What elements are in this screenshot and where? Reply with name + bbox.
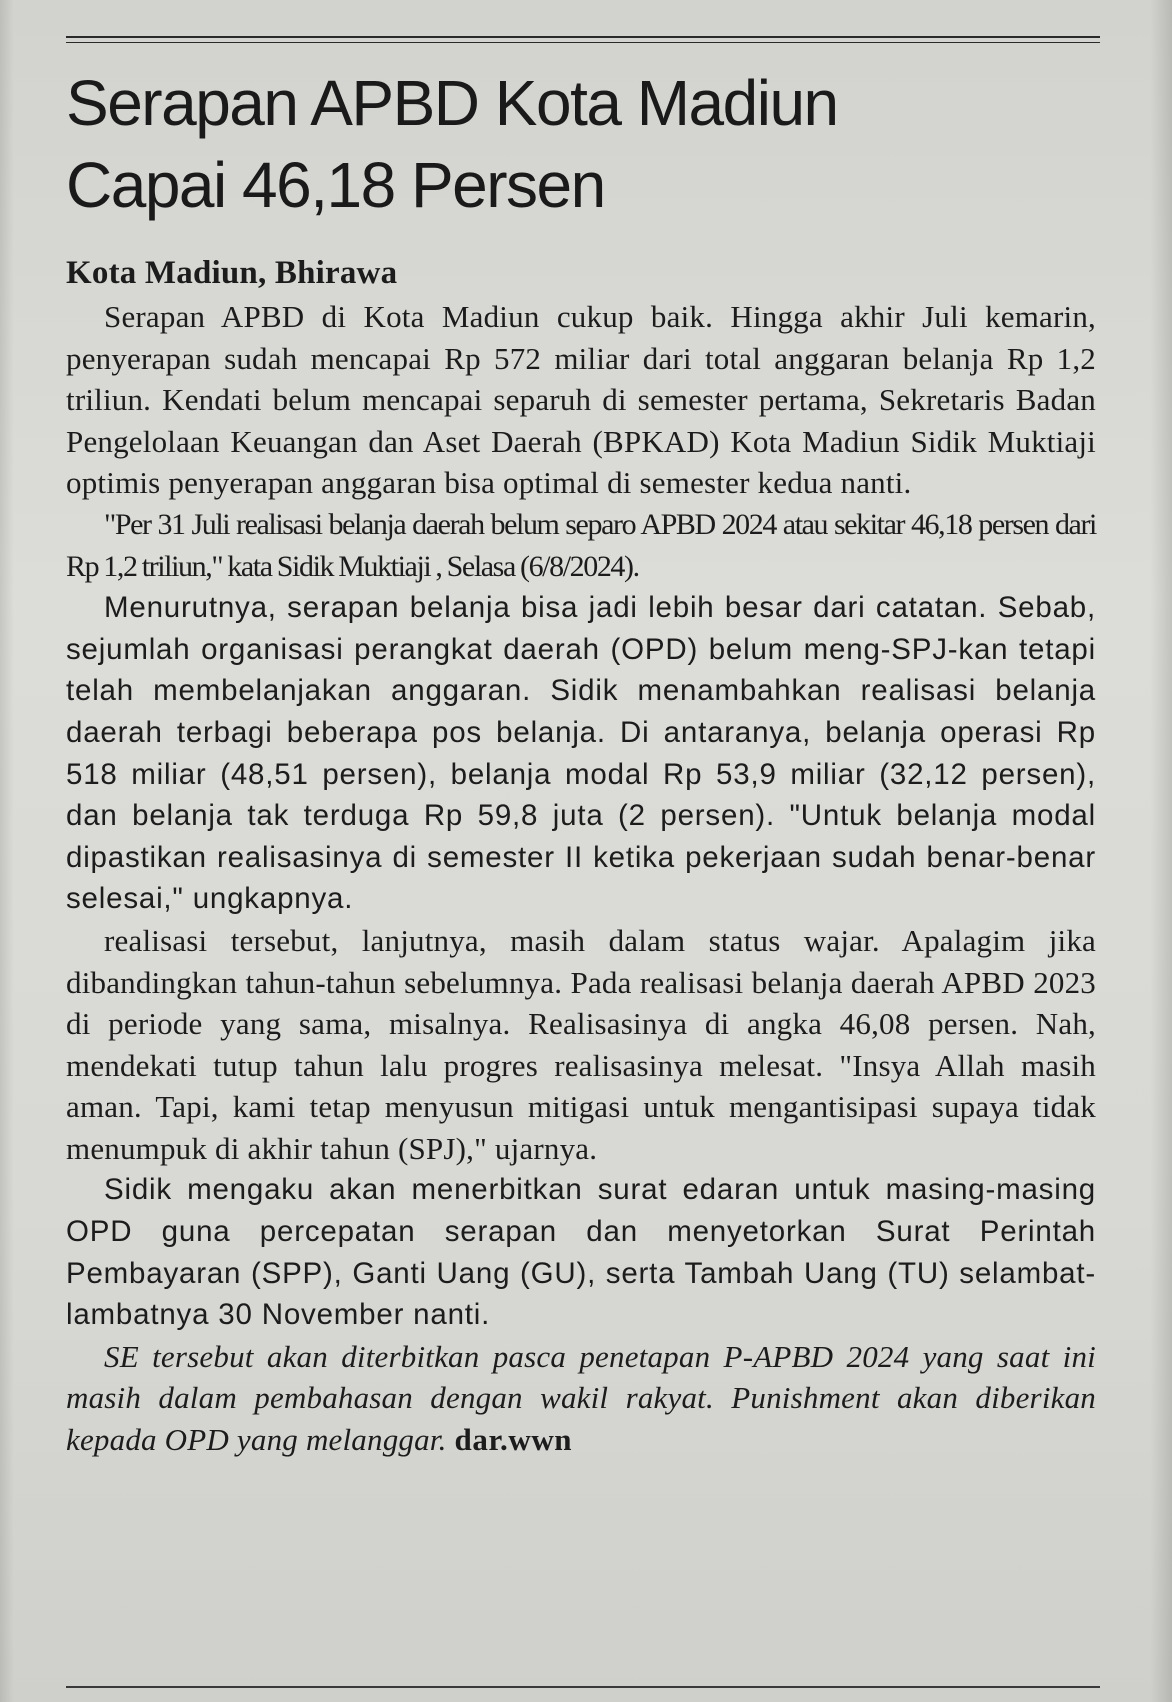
article-body <box>66 252 1096 1461</box>
paper-edge-shadow-right <box>1150 0 1172 1702</box>
paragraph-3: Menurutnya, serapan belanja bisa jadi lebih besar dari catatan. Sebab, sejumlah organisasi perangkat daerah (OPD) belum meng-SPJ-kan tetapi telah membelanjakan anggaran. Sidik menambahkan realisasi belanja daerah terbagi beberapa pos belanja. Di antaranya, belanja operasi Rp 518 miliar (48,51 persen), belanja modal Rp 53,9 miliar (32,12 persen), dan belanja tak terduga Rp 59,8 juta (2 persen). "Untuk belanja modal dipastikan realisasinya di semester II ketika pekerjaan sudah benar-benar selesai," ungkapnya. <box>66 591 1096 916</box>
paper-edge-shadow-left <box>0 0 14 1702</box>
paragraph-5: Sidik mengaku akan menerbitkan surat edaran untuk masing-masing OPD guna percepatan serapan dan menyetorkan Surat Perintah Pembayaran (SPP), Ganti Uang (GU), serta Tambah Uang (TU) selambat-lambatnya 30 November nanti. <box>66 1173 1096 1332</box>
headline-line-1: Serapan APBD Kota Madiun <box>66 67 838 139</box>
paragraph-4: realisasi tersebut, lanjutnya, masih dalam status wajar. Apalagim jika dibandingkan tahun-tahun sebelumnya. Pada realisasi belanja daerah APBD 2023 di periode yang sama, misalnya. Realisasinya di angka 46,08 persen. Nah, mendekati tutup tahun lalu progres realisasinya melesat. "Insya Allah masih aman. Tapi, kami tetap menyusun mitigasi untuk mengantisipasi supaya tidak menumpuk di akhir tahun (SPJ)," ujarnya. <box>66 922 1096 1166</box>
headline <box>66 62 1066 226</box>
dateline: Kota Madiun, Bhirawa <box>66 255 398 291</box>
byline: dar.wwn <box>454 1422 573 1458</box>
headline-line-2: Capai 46,18 Persen <box>66 149 605 221</box>
top-rule <box>66 36 1100 43</box>
bottom-rule <box>66 1686 1100 1700</box>
paragraph-6 <box>66 1336 1096 1461</box>
paragraph-6-text: SE tersebut akan diterbitkan pasca penetapan P-APBD 2024 yang saat ini masih dalam pembahasan dengan wakil rakyat. Punishment akan diberikan kepada OPD yang melanggar. <box>66 1338 1096 1458</box>
paragraph-1: Serapan APBD di Kota Madiun cukup baik. Hingga akhir Juli kemarin, penyerapan sudah mencapai Rp 572 miliar dari total anggaran belanja Rp 1,2 triliun. Kendati belum mencapai separuh di semester pertama, Sekretaris Badan Pengelolaan Keuangan dan Aset Daerah (BPKAD) Kota Madiun Sidik Muktiaji optimis penyerapan anggaran bisa optimal di semester kedua nanti. <box>66 299 1096 501</box>
paragraph-2-quote: "Per 31 Juli realisasi belanja daerah belum separo APBD 2024 atau sekitar 46,18 persen dari Rp 1,2 triliun," kata Sidik Muktiaji , Selasa (6/8/2024). <box>66 507 1096 583</box>
